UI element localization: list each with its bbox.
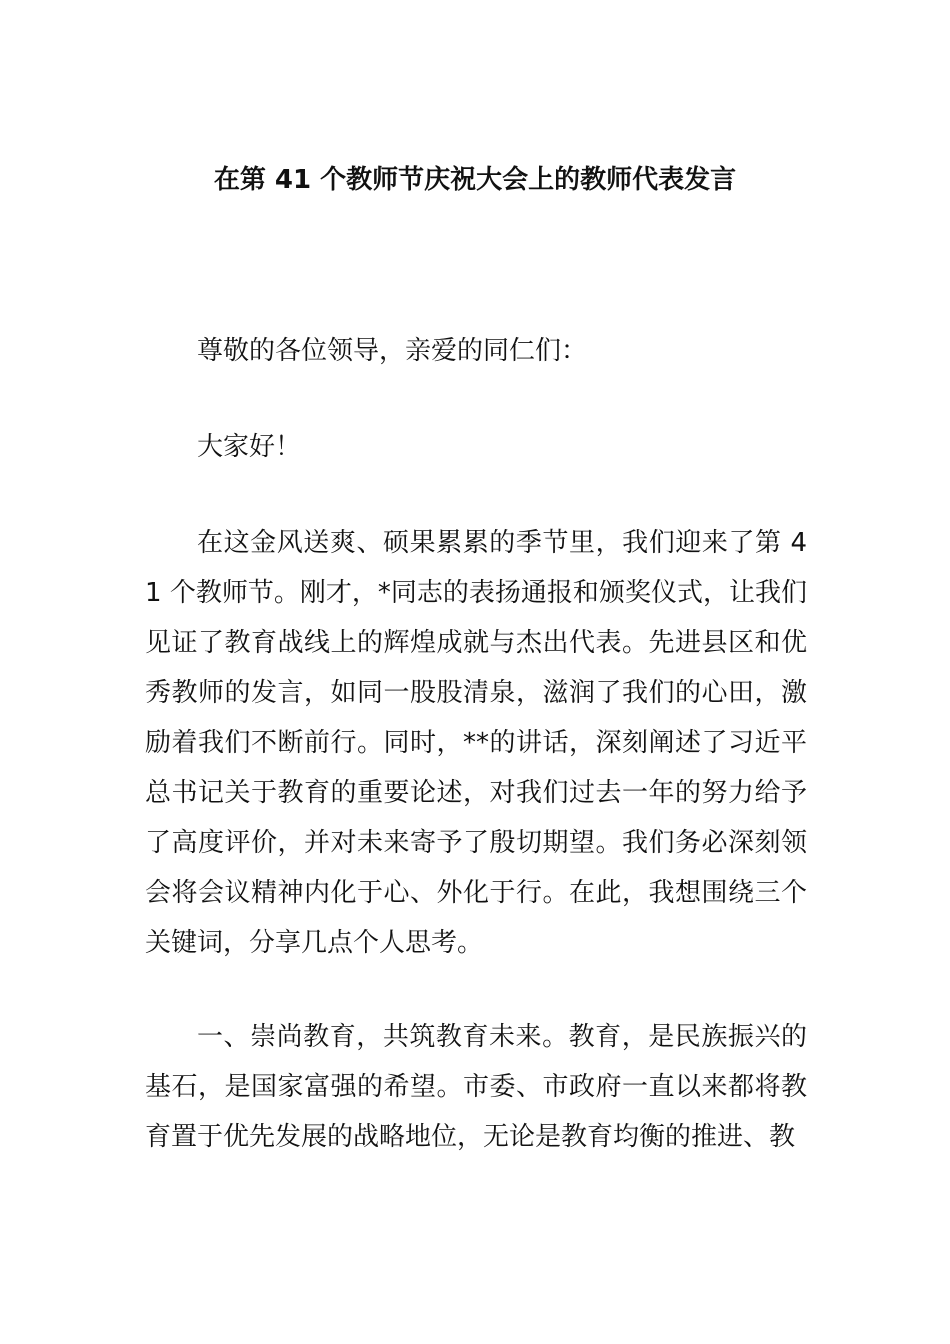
document-title: 在第 41 个教师节庆祝大会上的教师代表发言 xyxy=(213,165,737,195)
greeting: 大家好！ xyxy=(197,432,302,462)
paragraph-opening: 在这金风送爽、硕果累累的季节里，我们迎来了第 41 个教师节。刚才，*同志的表扬通报和颁奖仪式，让我们见证了教育战线上的辉煌成就与杰出代表。先进县区和优秀教师的发言，如同一股股清泉，滋润了我们的心田，激励着我们不断前行。同时，**的讲话，深刻阐述了习近平总书记关于教育的重要论述，对我们过去一年的努力给予了高度评价，并对未来寄予了殷切期望。我们务必深刻领会将会议精神内化于心、外化于行。在此，我想围绕三个关键词，分享几点个人思考。 xyxy=(145,528,807,958)
salutation: 尊敬的各位领导，亲爱的同仁们： xyxy=(197,336,588,366)
paragraph-section-one: 一、崇尚教育，共筑教育未来。教育，是民族振兴的基石，是国家富强的希望。市委、市政府一直以来都将教育置于优先发展的战略地位，无论是教育均衡的推进、教 xyxy=(145,1022,807,1152)
document-body xyxy=(145,326,807,1162)
